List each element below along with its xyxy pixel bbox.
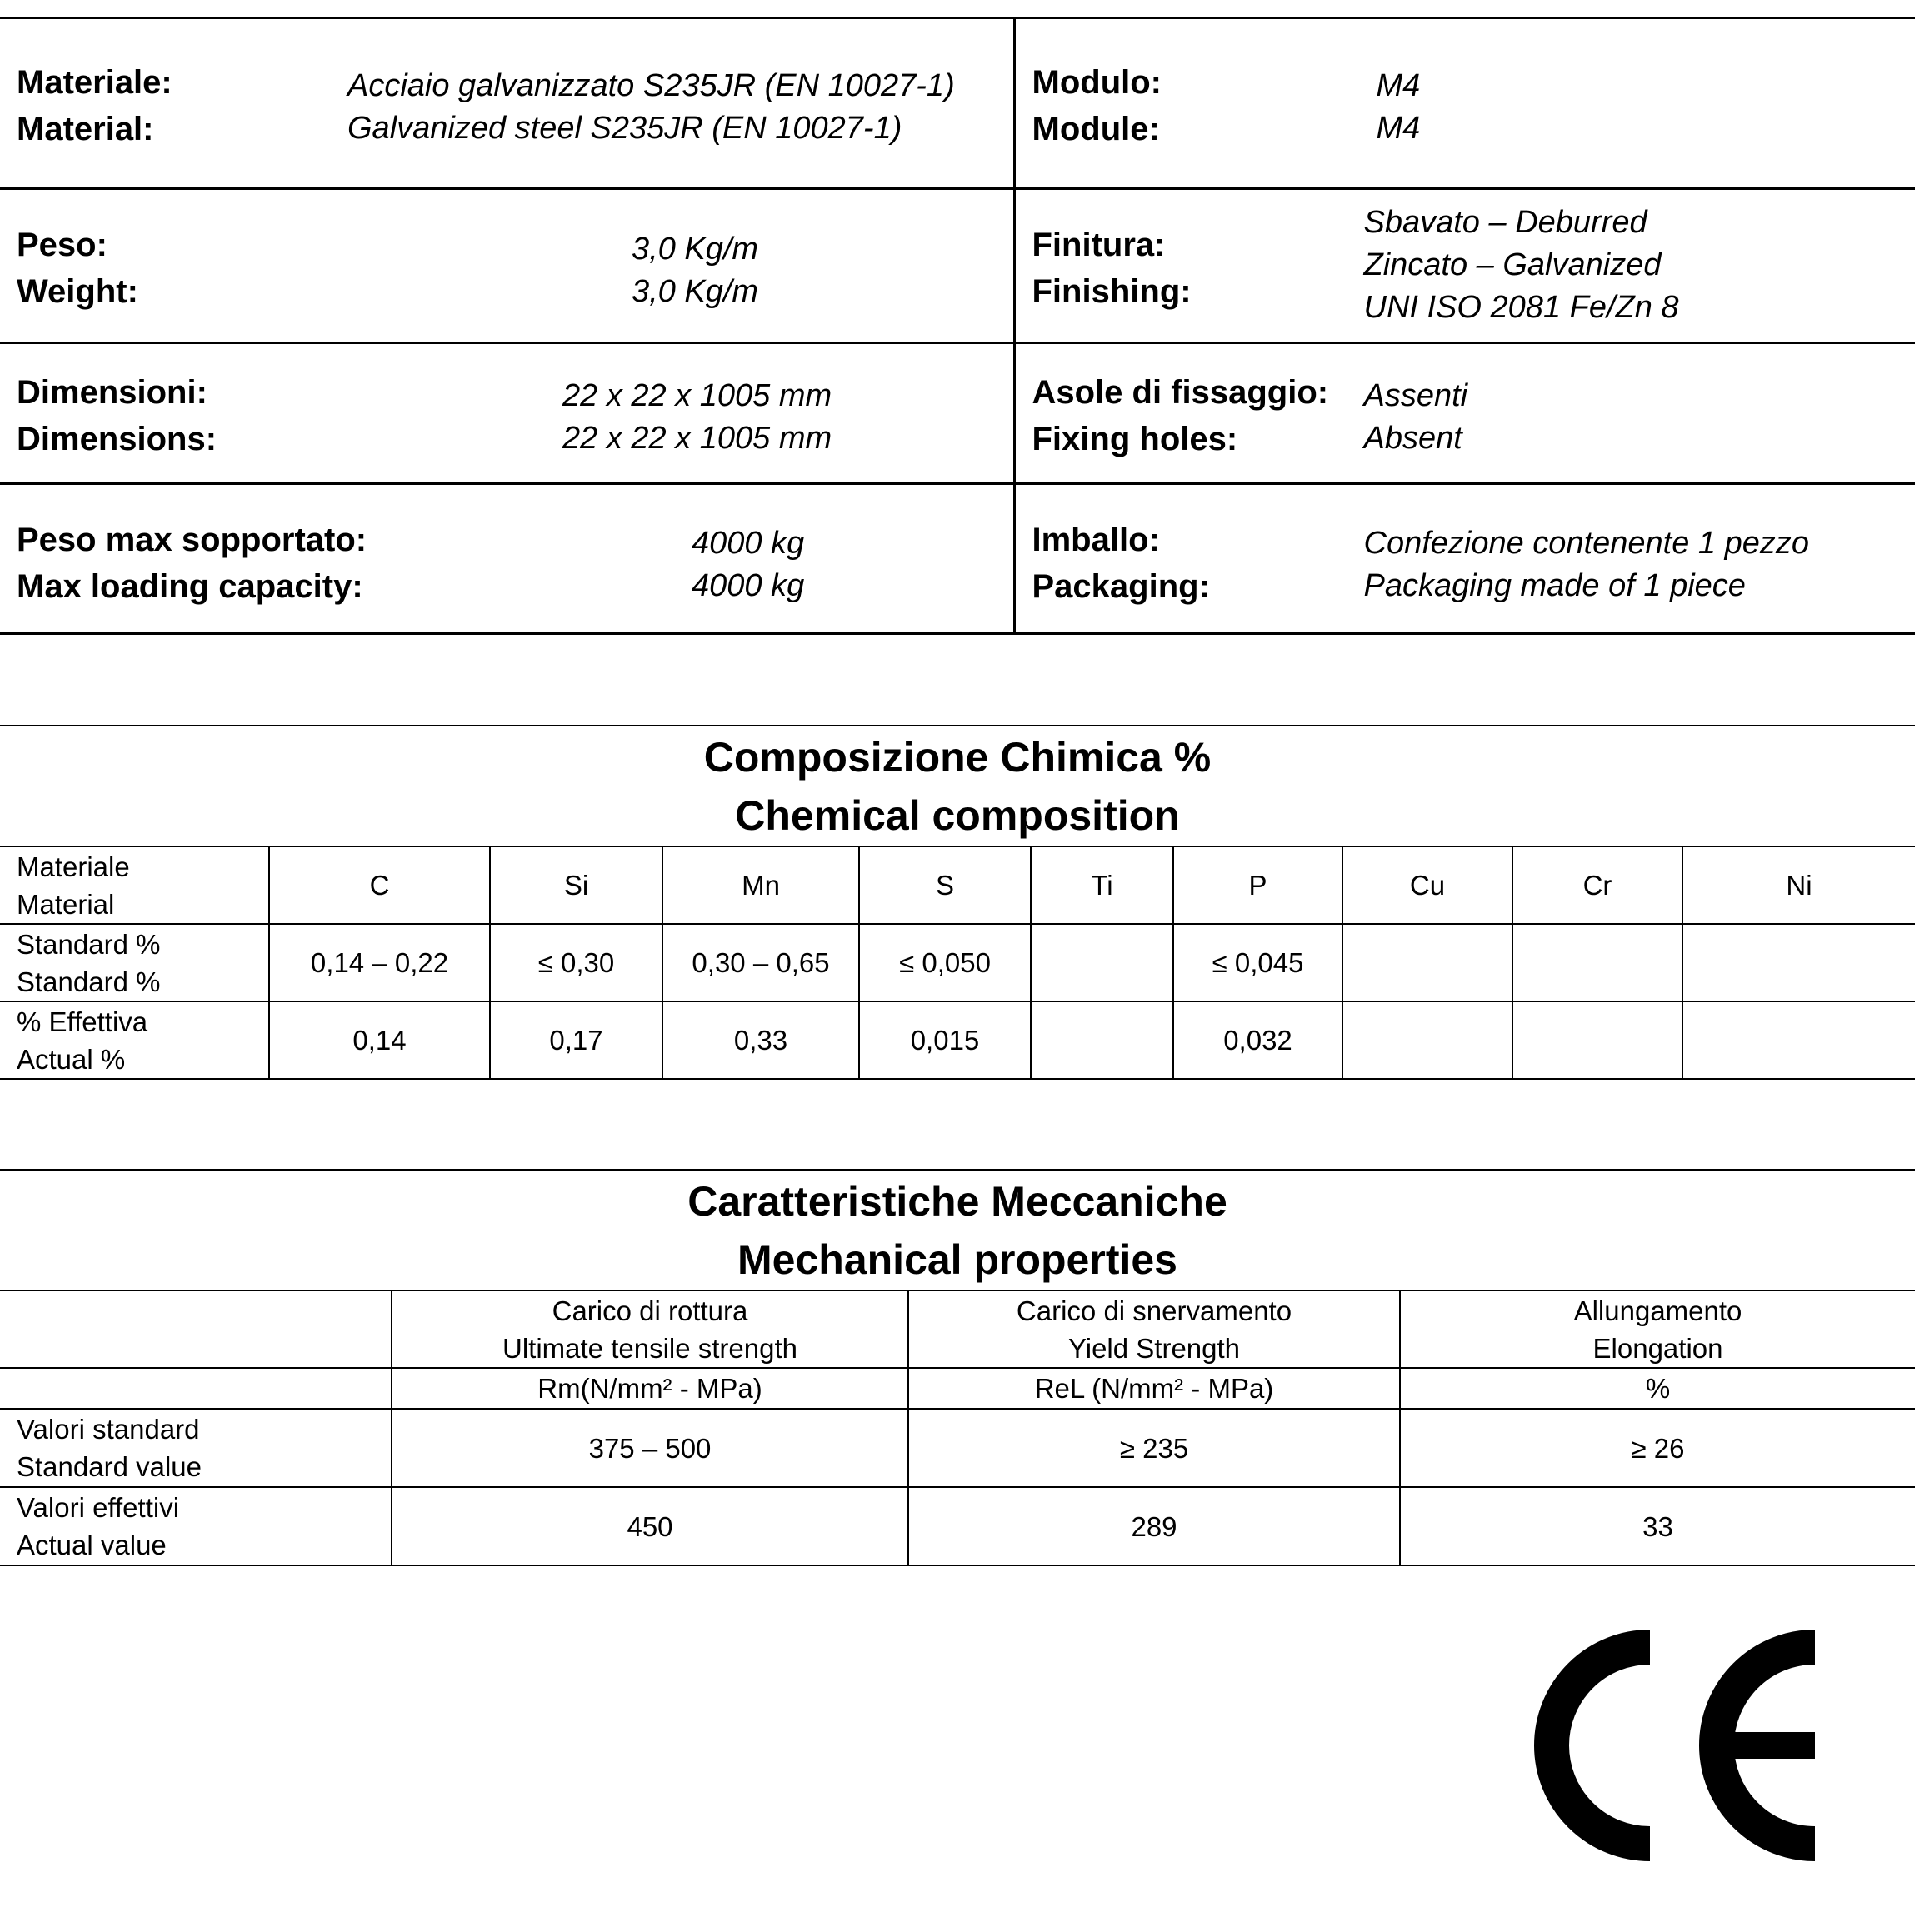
table-cell [1512,1001,1682,1079]
table-cell: 450 [392,1487,908,1565]
unit-cell: % [1400,1368,1915,1409]
table-cell: ≥ 26 [1400,1409,1915,1487]
maxload-cell [0,484,1014,634]
empty-header-cell [0,1290,392,1368]
table-cell: 375 – 500 [392,1409,908,1487]
packaging-value: Confezione contenente 1 pezzo Packaging made of 1 piece [1363,526,1810,603]
element-header: Cu [1342,846,1512,924]
empty-unit-cell [0,1368,392,1409]
maxload-label: Peso max sopportato: Max loading capacity: [17,522,367,605]
table-cell [1512,924,1682,1001]
unit-cell: Rm(N/mm² - MPa) [392,1368,908,1409]
element-header: Mn [662,846,859,924]
module-cell [1014,18,1915,189]
chemical-table [0,725,1915,1080]
table-cell: ≤ 0,045 [1173,924,1342,1001]
column-header: Carico di rottura Ultimate tensile strength [392,1290,908,1368]
material-label: Materiale: Material: [17,64,172,147]
finishing-cell [1014,189,1915,343]
material-cell [0,18,1014,189]
fixing-cell [1014,343,1915,484]
chemical-title: Composizione Chimica % Chemical composition [0,726,1915,846]
table-row [0,1487,1915,1565]
fixing-value: Assenti Absent [1363,378,1468,456]
mechanical-header-row [0,1290,1915,1368]
row-label: Valori effettivi Actual value [0,1487,392,1565]
table-cell: 33 [1400,1487,1915,1565]
table-cell [1342,1001,1512,1079]
module-value: M4 M4 [1376,68,1421,146]
row-label: Standard % Standard % [0,924,269,1001]
element-header: Si [490,846,662,924]
mechanical-title: Caratteristiche Meccaniche Mechanical properties [0,1170,1915,1290]
table-cell: 0,30 – 0,65 [662,924,859,1001]
table-cell: 0,015 [859,1001,1031,1079]
packaging-cell [1014,484,1915,634]
weight-cell [0,189,1014,343]
column-header: Allungamento Elongation [1400,1290,1915,1368]
spec-table [0,17,1915,635]
table-row [0,1001,1915,1079]
weight-value: 3,0 Kg/m 3,0 Kg/m [632,232,759,309]
element-header: P [1173,846,1342,924]
element-header: Ti [1031,846,1173,924]
element-header: C [269,846,490,924]
table-cell: ≥ 235 [908,1409,1400,1487]
table-cell [1682,1001,1915,1079]
module-label: Modulo: Module: [1032,64,1162,147]
table-cell: ≤ 0,30 [490,924,662,1001]
ce-mark-icon [1533,1629,1825,1862]
table-row [0,1409,1915,1487]
element-header: S [859,846,1031,924]
table-cell [1682,924,1915,1001]
packaging-label: Imballo: Packaging: [1032,522,1210,605]
element-header: Cr [1512,846,1682,924]
table-cell [1031,924,1173,1001]
row-label: Valori standard Standard value [0,1409,392,1487]
unit-cell: ReL (N/mm² - MPa) [908,1368,1400,1409]
table-row [0,924,1915,1001]
element-header: Ni [1682,846,1915,924]
table-cell: 0,17 [490,1001,662,1079]
dimensions-label: Dimensioni: Dimensions: [17,374,217,457]
maxload-value: 4000 kg 4000 kg [692,526,805,603]
weight-label: Peso: Weight: [17,227,138,310]
finishing-label: Finitura: Finishing: [1032,227,1192,310]
table-cell: 0,33 [662,1001,859,1079]
chemical-header-row [0,846,1915,924]
material-value: Acciaio galvanizzato S235JR (EN 10027-1) Galvanized steel S235JR (EN 10027-1) [347,68,955,146]
table-cell: 0,14 [269,1001,490,1079]
mechanical-table [0,1169,1915,1566]
finishing-values: Sbavato – Deburred Zincato – Galvanized UNI ISO 2081 Fe/Zn 8 [1363,205,1679,325]
column-header: Carico di snervamento Yield Strength [908,1290,1400,1368]
table-cell: ≤ 0,050 [859,924,1031,1001]
dimensions-value: 22 x 22 x 1005 mm 22 x 22 x 1005 mm [562,378,832,456]
table-cell: 289 [908,1487,1400,1565]
table-cell: 0,14 – 0,22 [269,924,490,1001]
table-cell: 0,032 [1173,1001,1342,1079]
chemical-header-label: Materiale Material [0,846,269,924]
row-label: % Effettiva Actual % [0,1001,269,1079]
table-cell [1031,1001,1173,1079]
dimensions-cell [0,343,1014,484]
unit-row [0,1368,1915,1409]
fixing-label: Asole di fissaggio: Fixing holes: [1032,374,1329,457]
table-cell [1342,924,1512,1001]
